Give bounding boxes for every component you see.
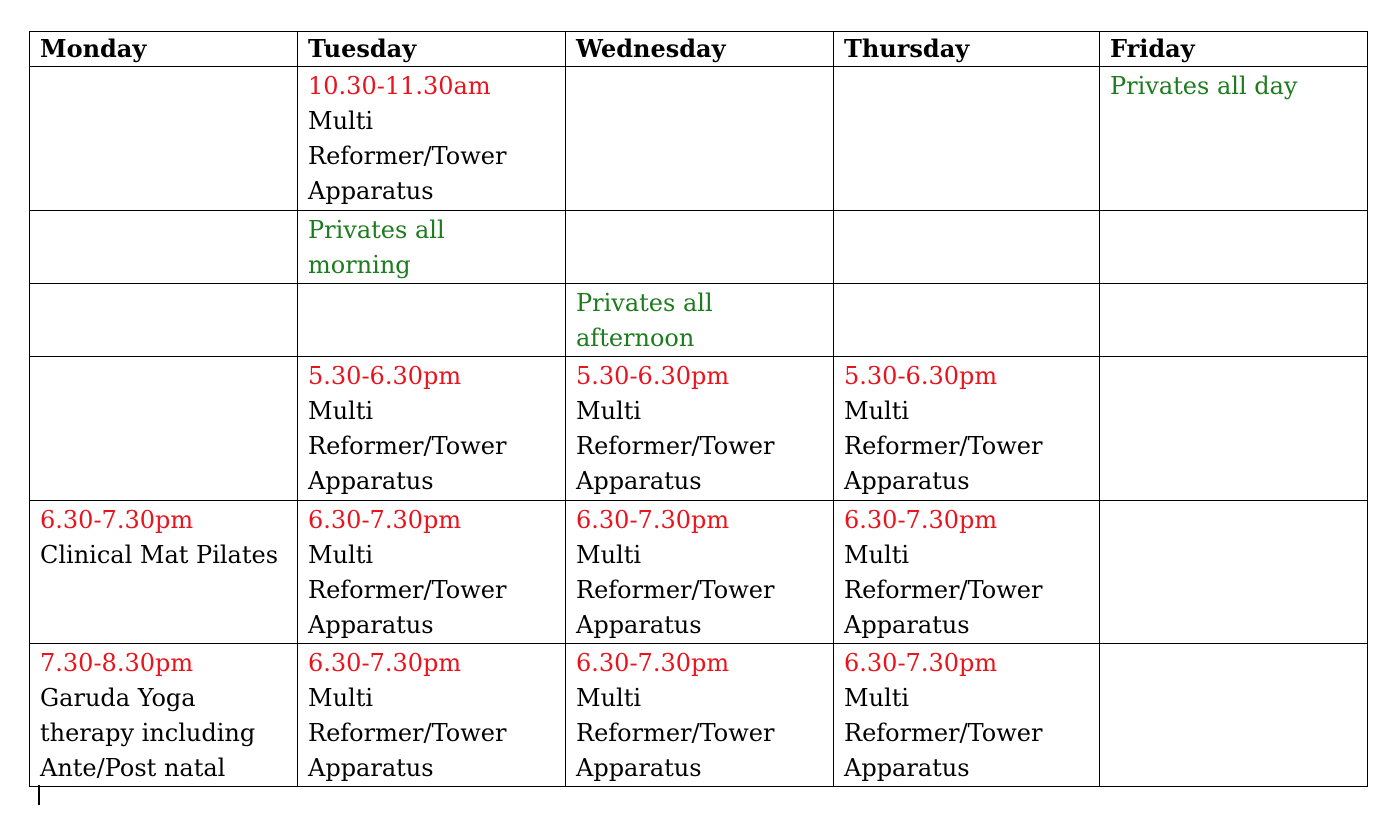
- class-name: Multi: [576, 541, 642, 569]
- cell-monday: [30, 644, 298, 787]
- class-name: Reformer/Tower: [576, 576, 775, 604]
- cell-friday: [1100, 211, 1368, 284]
- table-row: [30, 284, 1368, 357]
- class-time: 10.30-11.30am: [308, 72, 491, 100]
- cell-wednesday: [566, 501, 834, 644]
- class-name: Apparatus: [308, 467, 434, 495]
- class-name: Reformer/Tower: [844, 719, 1043, 747]
- cell-friday: [1100, 284, 1368, 357]
- cell-monday: [30, 284, 298, 357]
- class-name: Ante/Post natal: [40, 754, 226, 782]
- class-name: Apparatus: [308, 177, 434, 205]
- class-name: Multi: [844, 541, 910, 569]
- class-time: 6.30-7.30pm: [844, 649, 998, 677]
- cell-thursday: [834, 644, 1100, 787]
- cell-wednesday: [566, 211, 834, 284]
- class-time: 6.30-7.30pm: [576, 649, 730, 677]
- class-name: Reformer/Tower: [844, 576, 1043, 604]
- class-name: Multi: [576, 397, 642, 425]
- class-name: Reformer/Tower: [308, 576, 507, 604]
- class-name: Multi: [844, 684, 910, 712]
- class-name: Garuda Yoga: [40, 684, 196, 712]
- class-name: Apparatus: [576, 611, 702, 639]
- cell-wednesday: [566, 644, 834, 787]
- text-cursor: [38, 785, 40, 805]
- class-time: 5.30-6.30pm: [844, 362, 998, 390]
- cell-thursday: [834, 501, 1100, 644]
- privates-note: afternoon: [576, 324, 695, 352]
- cell-monday: [30, 67, 298, 211]
- class-name: Reformer/Tower: [576, 719, 775, 747]
- class-name: Multi: [308, 397, 374, 425]
- header-wednesday: Wednesday: [566, 32, 834, 67]
- class-name: Multi: [308, 541, 374, 569]
- cell-thursday: [834, 67, 1100, 211]
- cell-thursday: [834, 284, 1100, 357]
- cell-wednesday: [566, 67, 834, 211]
- class-name: Apparatus: [844, 611, 970, 639]
- class-time: 5.30-6.30pm: [576, 362, 730, 390]
- schedule-table: [29, 31, 1368, 787]
- class-time: 7.30-8.30pm: [40, 649, 194, 677]
- class-time: 5.30-6.30pm: [308, 362, 462, 390]
- class-time: 6.30-7.30pm: [40, 506, 194, 534]
- cell-friday: [1100, 501, 1368, 644]
- class-name: Apparatus: [308, 754, 434, 782]
- cell-friday: [1100, 357, 1368, 501]
- class-time: 6.30-7.30pm: [308, 649, 462, 677]
- cell-wednesday: [566, 357, 834, 501]
- cell-tuesday: [298, 67, 566, 211]
- class-name: Reformer/Tower: [308, 719, 507, 747]
- privates-note: Privates all: [576, 289, 713, 317]
- class-name: Multi: [308, 107, 374, 135]
- cell-tuesday: [298, 284, 566, 357]
- class-name: Reformer/Tower: [308, 432, 507, 460]
- table-row: [30, 211, 1368, 284]
- cell-monday: [30, 501, 298, 644]
- cell-wednesday: [566, 284, 834, 357]
- table-row: [30, 644, 1368, 787]
- class-name: Multi: [844, 397, 910, 425]
- class-name: Apparatus: [576, 754, 702, 782]
- privates-note: Privates all day: [1110, 72, 1298, 100]
- class-name: Apparatus: [844, 754, 970, 782]
- header-tuesday: Tuesday: [298, 32, 566, 67]
- class-time: 6.30-7.30pm: [308, 506, 462, 534]
- class-name: Clinical Mat Pilates: [40, 541, 279, 569]
- privates-note: morning: [308, 251, 411, 279]
- class-name: therapy including: [40, 719, 256, 747]
- cell-tuesday: [298, 501, 566, 644]
- class-time: 6.30-7.30pm: [576, 506, 730, 534]
- header-row: [30, 32, 1368, 67]
- cell-friday: [1100, 67, 1368, 211]
- header-monday: Monday: [30, 32, 298, 67]
- class-name: Apparatus: [308, 611, 434, 639]
- privates-note: Privates all: [308, 216, 445, 244]
- table-row: [30, 357, 1368, 501]
- cell-tuesday: [298, 357, 566, 501]
- class-name: Multi: [576, 684, 642, 712]
- cell-thursday: [834, 357, 1100, 501]
- class-name: Multi: [308, 684, 374, 712]
- cell-monday: [30, 357, 298, 501]
- class-name: Reformer/Tower: [576, 432, 775, 460]
- table-row: [30, 501, 1368, 644]
- header-friday: Friday: [1100, 32, 1368, 67]
- class-name: Apparatus: [844, 467, 970, 495]
- class-name: Reformer/Tower: [844, 432, 1043, 460]
- header-thursday: Thursday: [834, 32, 1100, 67]
- cell-monday: [30, 211, 298, 284]
- cell-thursday: [834, 211, 1100, 284]
- cell-friday: [1100, 644, 1368, 787]
- class-time: 6.30-7.30pm: [844, 506, 998, 534]
- cell-tuesday: [298, 211, 566, 284]
- table-row: [30, 67, 1368, 211]
- class-name: Apparatus: [576, 467, 702, 495]
- class-name: Reformer/Tower: [308, 142, 507, 170]
- cell-tuesday: [298, 644, 566, 787]
